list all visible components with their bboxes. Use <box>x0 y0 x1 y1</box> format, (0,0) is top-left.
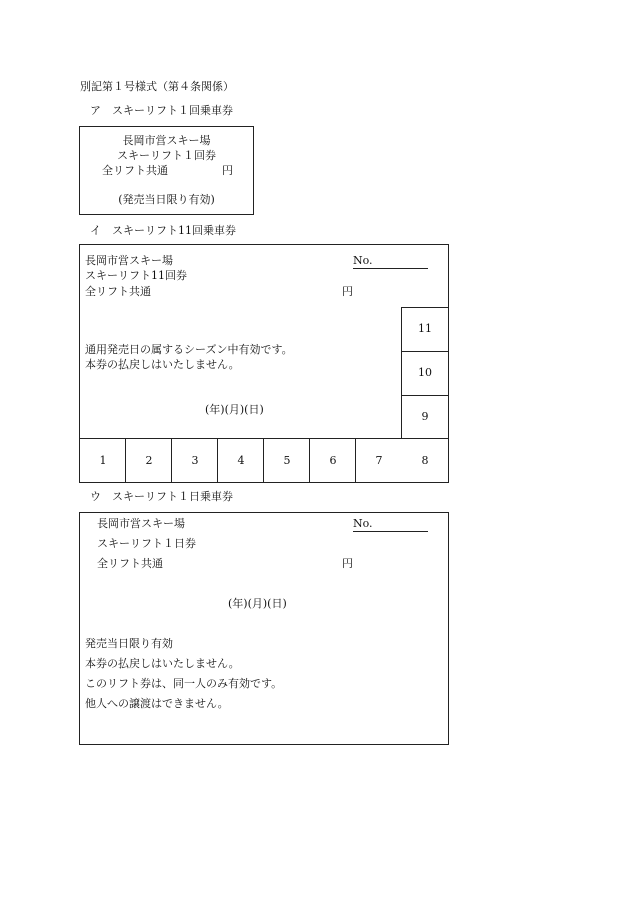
ticket-a-name: スキーリフト１回券 <box>117 149 216 162</box>
punch-cell-5: 5 <box>283 454 291 467</box>
ticket-i-serial-number: No. <box>353 254 428 269</box>
ticket-a-validity: (発売当日限り有効) <box>118 193 215 206</box>
punch-cell-3: 3 <box>191 454 199 467</box>
ticket-u-date: (年)(月)(日) <box>228 597 287 610</box>
ticket-i-box <box>79 244 449 483</box>
ticket-u-note: 本券の払戻しはいたしません。 <box>85 657 240 670</box>
grid-line <box>401 307 448 308</box>
ticket-u-venue: 長岡市営スキー場 <box>97 517 185 530</box>
ticket-u-name: スキーリフト１日券 <box>97 537 196 550</box>
grid-line <box>80 438 448 439</box>
punch-cell-10: 10 <box>418 366 432 379</box>
ticket-a-box <box>79 126 254 215</box>
ticket-a-caption: ア スキーリフト１回乗車券 <box>90 104 233 117</box>
ticket-i-caption: イ スキーリフト11回乗車券 <box>90 224 236 237</box>
punch-cell-7: 7 <box>375 454 383 467</box>
ticket-i-date: (年)(月)(日) <box>205 403 264 416</box>
ticket-i-note-season: 通用発売日の属するシーズン中有効です。 <box>85 343 293 356</box>
grid-line <box>401 351 448 352</box>
ticket-i-venue: 長岡市営スキー場 <box>85 254 173 267</box>
punch-cell-4: 4 <box>237 454 245 467</box>
ticket-u-caption: ウ スキーリフト１日乗車券 <box>90 490 233 503</box>
ticket-i-note-refund: 本券の払戻しはいたしません。 <box>85 358 240 371</box>
punch-cell-6: 6 <box>329 454 337 467</box>
form-heading: 別記第１号様式（第４条関係） <box>80 80 234 93</box>
ticket-i-scope: 全リフト共通 <box>85 285 151 298</box>
ticket-i-name: スキーリフト11回券 <box>85 269 187 282</box>
ticket-i-yen: 円 <box>342 285 353 298</box>
ticket-u-scope: 全リフト共通 <box>97 557 163 570</box>
ticket-u-note: 他人への譲渡はできません。 <box>85 697 229 710</box>
ticket-u-serial-number: No. <box>353 517 428 532</box>
ticket-a-scope: 全リフト共通 <box>102 164 168 177</box>
punch-cell-9: 9 <box>421 410 429 423</box>
ticket-u-box <box>79 512 449 745</box>
grid-line <box>401 395 448 396</box>
punch-cell-1: 1 <box>99 454 107 467</box>
ticket-u-note: 発売当日限り有効 <box>85 637 173 650</box>
punch-cell-2: 2 <box>145 454 153 467</box>
ticket-a-yen: 円 <box>222 164 233 177</box>
ticket-a-venue: 長岡市営スキー場 <box>122 134 211 147</box>
ticket-u-yen: 円 <box>342 557 353 570</box>
punch-cell-8: 8 <box>421 454 429 467</box>
ticket-u-note: このリフト券は、同一人のみ有効です。 <box>85 677 283 690</box>
punch-cell-11: 11 <box>418 322 432 335</box>
